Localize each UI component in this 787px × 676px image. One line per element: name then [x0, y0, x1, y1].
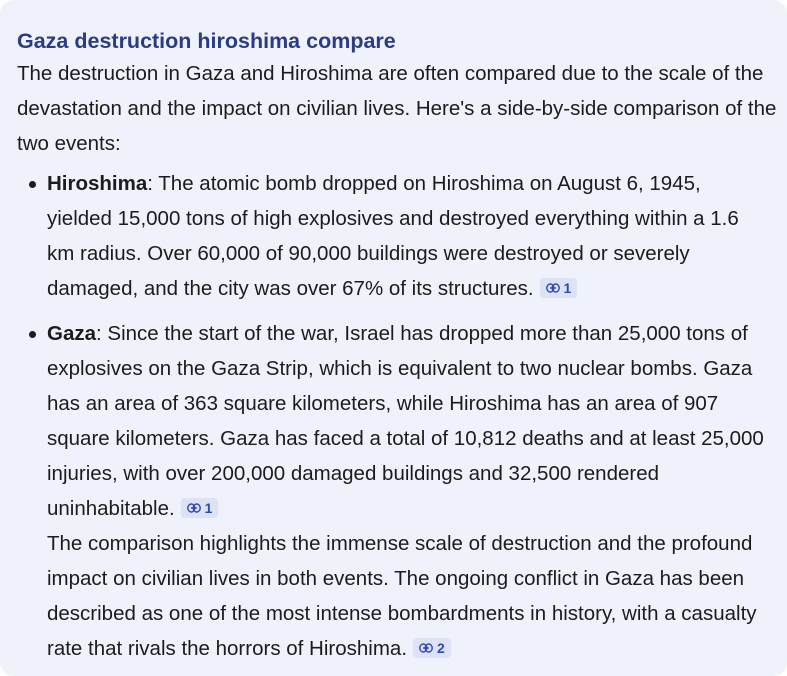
- citation-number: 2: [437, 640, 445, 656]
- link-icon: [419, 643, 433, 653]
- link-icon: [187, 503, 201, 513]
- bullet-hiroshima: [17, 166, 771, 306]
- citation-chip[interactable]: [413, 638, 451, 658]
- bullet-text: : The atomic bomb dropped on Hiroshima on August 6, 1945, yielded 15,000 tons of high explosives and destroyed everything within a 1.6 km radius. Over 60,000 of 90,000 buildings were destroyed or severely damaged, and the city was over 67% of its structures.: [47, 172, 739, 300]
- bullet-gaza: [17, 316, 771, 666]
- bullet-text: : Since the start of the war, Israel has dropped more than 25,000 tons of explosives on the Gaza Strip, which is equivalent to two nuclear bombs. Gaza has an area of 363 square kilometers, while Hiroshima has an area of 907 square kilometers. Gaza has faced a total of 10,812 deaths and at least 25,000 injuries, with over 200,000 damaged buildings and 32,500 rendered uninhabitable.: [47, 322, 764, 520]
- bullet-followup: [47, 526, 771, 666]
- citation-number: 1: [563, 280, 572, 296]
- bullet-heading: Hiroshima: [47, 172, 148, 195]
- answer-title: Gaza destruction hiroshima compare: [17, 29, 396, 53]
- answer-intro: The destruction in Gaza and Hiroshima are often compared due to the scale of the devastation and the impact on civilian lives. Here's a side-by-side comparison of the two events:: [17, 62, 777, 155]
- bullet-dot: [29, 181, 36, 188]
- citation-chip[interactable]: [181, 498, 219, 518]
- link-icon: [546, 283, 560, 293]
- bullet-heading: Gaza: [47, 322, 96, 345]
- answer-bullet-list: [17, 166, 771, 666]
- citation-number: 1: [204, 500, 213, 516]
- citation-chip[interactable]: [540, 278, 578, 298]
- followup-text: The comparison highlights the immense scale of destruction and the profound impact on civilian lives in both events. The ongoing conflict in Gaza has been described as one of the most intense bombardments in history, with a casualty rate that rivals the horrors of Hiroshima.: [47, 532, 757, 660]
- bullet-dot: [29, 331, 36, 338]
